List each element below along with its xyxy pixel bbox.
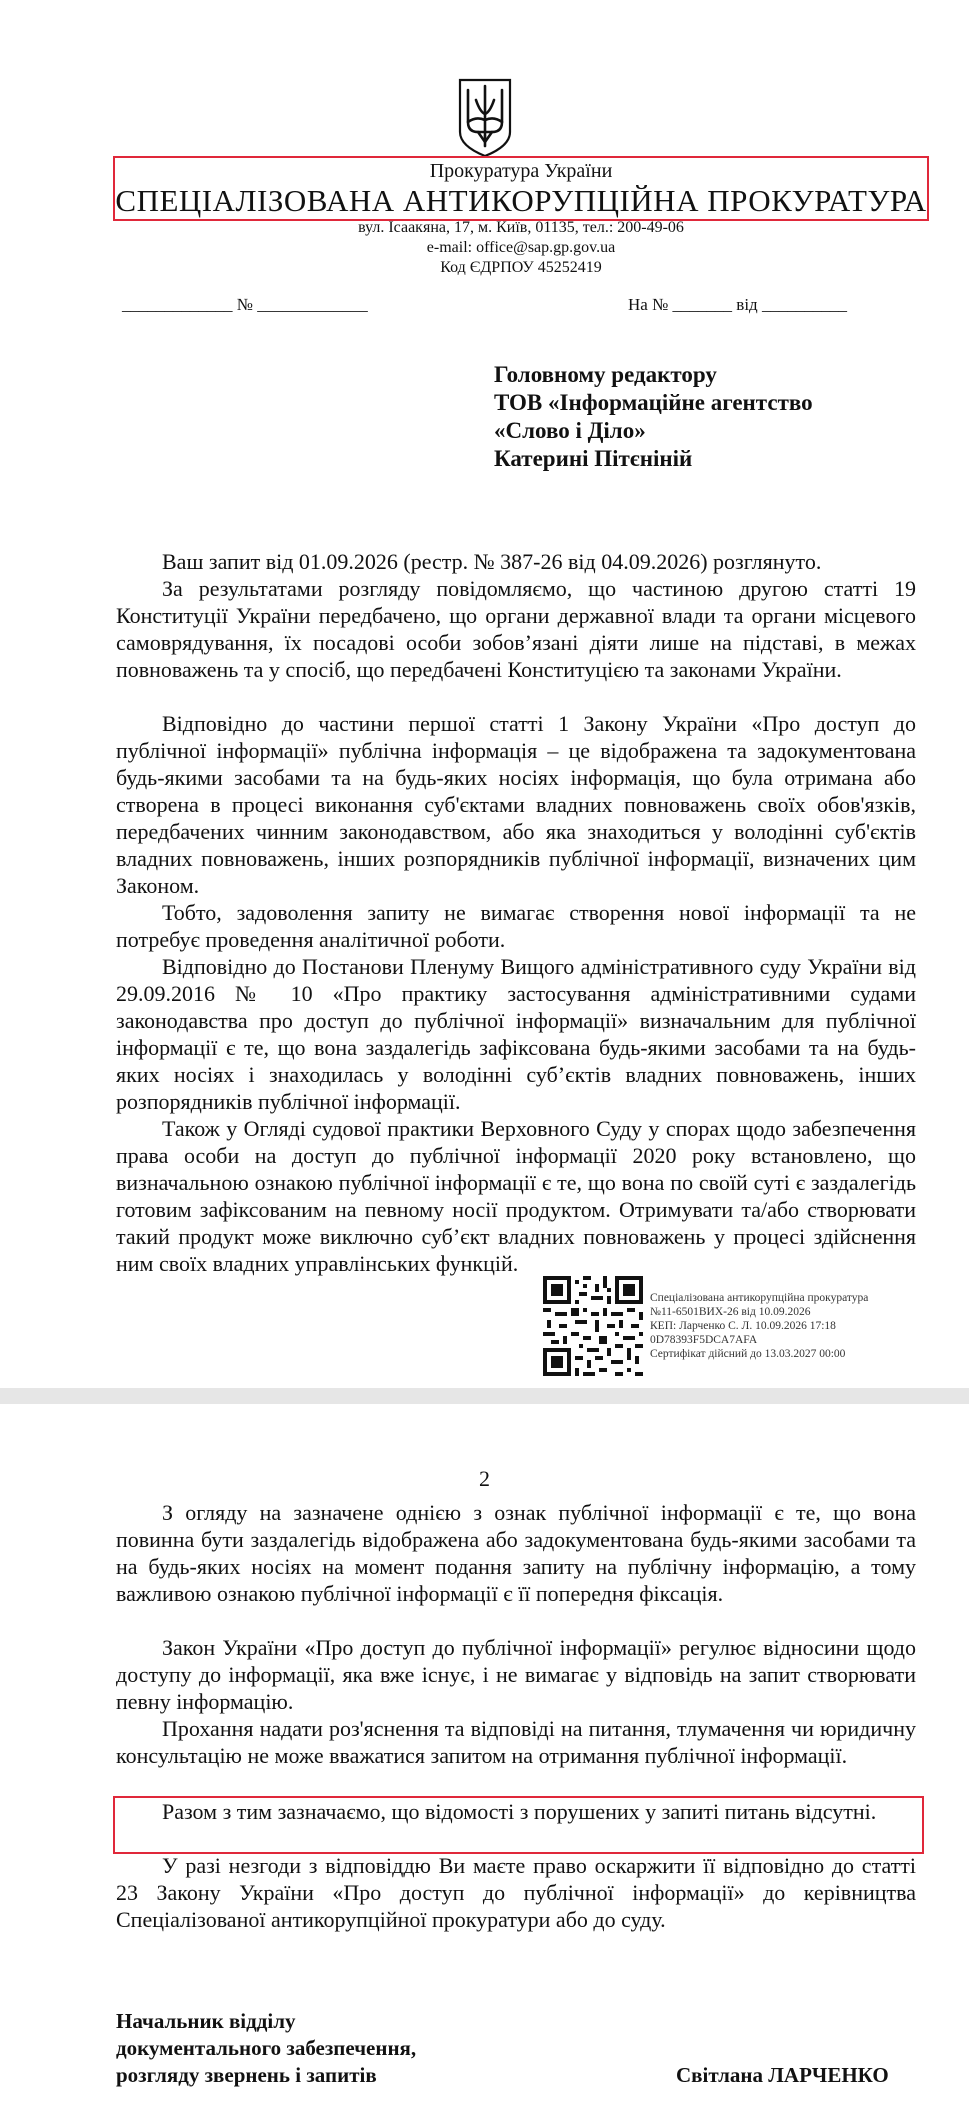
trident-emblem-icon bbox=[456, 76, 514, 158]
signatory-position bbox=[116, 2008, 416, 2089]
body-paragraph: У разі незгоди з відповіддю Ви маєте право оскаржити її відповідно до статті 23 Закону України «Про доступ до публічної інформації» до керівництва Спеціалізованої антикорупційної прокуратури або до суду. bbox=[116, 1853, 916, 1932]
org-name: СПЕЦІАЛІЗОВАНА АНТИКОРУПЦІЙНА ПРОКУРАТУРА bbox=[115, 183, 927, 218]
page-separator bbox=[0, 1388, 969, 1404]
e-signature-line: Спеціалізована антикорупційна прокуратура bbox=[650, 1292, 869, 1304]
e-signature-line: КЕП: Ларченко С. Л. 10.09.2026 17:18 bbox=[650, 1320, 836, 1332]
body-paragraph: Відповідно до Постанови Пленуму Вищого адміністративного суду України від 29.09.2016 № 10 «Про практику застосування адміністративними судами законодавства про доступ до публічної інформації» визначальним для публічної інформації є те, що вона заздалегідь зафіксована будь-якими засобами та на будь-яких носіях і знаходилась у володінні суб’єктів владних повноважень, інших розпорядників публічної інформації. bbox=[116, 954, 916, 1114]
e-signature-line: №11-6501ВИХ-26 від 10.09.2026 bbox=[650, 1306, 811, 1318]
body-paragraph: Ваш запит від 01.09.2026 (рестр. № 387-26 від 04.09.2026) розглянуто. bbox=[162, 549, 822, 574]
body-paragraph: Прохання надати роз'яснення та відповіді на питання, тлумачення чи юридичну консультацію не може вважатися запитом на отримання публічної інформації. bbox=[116, 1716, 916, 1768]
addressee-line: Головному редактору bbox=[494, 362, 717, 387]
page-number: 2 bbox=[479, 1466, 490, 1491]
signatory-name: Світлана ЛАРЧЕНКО bbox=[676, 2063, 889, 2087]
incoming-reference: На № _______ від __________ bbox=[628, 295, 847, 314]
org-edrpou: Код ЄДРПОУ 45252419 bbox=[440, 259, 602, 276]
addressee-line: «Слово і Діло» bbox=[494, 418, 646, 443]
outgoing-reference: _____________ № _____________ bbox=[122, 295, 368, 314]
qr-code-icon bbox=[543, 1276, 643, 1376]
body-paragraph: Також у Огляді судової практики Верховного Суду у спорах щодо забезпечення права особи на доступ до публічної інформації 2020 року встановлено, що визначальною ознакою публічної інформації є те, що вона по своїй суті є заздалегідь готовим зафіксованим на певному носії продуктом. Отримувати та/або створювати такий продукт може виключно суб’єкт владних повноважень у процесі здійснення ним своїх владних управлінських функцій. bbox=[116, 1116, 916, 1276]
body-paragraph: Відповідно до частини першої статті 1 Закону України «Про доступ до публічної інформації» публічна інформація – це відображена та задокументована будь-якими засобами та на будь-яких носіях інформація, що була отримана або створена в процесі виконання суб'єктами владних повноважень своїх обов'язків, передбачених чинним законодавством, або яка знаходиться у володінні суб'єктів владних повноважень, інших розпорядників публічної інформації, визначених цим Законом. bbox=[116, 711, 916, 898]
addressee-line: Катерині Пітєніній bbox=[494, 446, 693, 471]
position-line: розгляду звернень і запитів bbox=[116, 2063, 377, 2087]
org-parent-name: Прокуратура України bbox=[429, 160, 613, 182]
body-paragraph-highlighted: Разом з тим зазначаємо, що відомості з порушених у запиті питань відсутні. bbox=[162, 1799, 877, 1824]
position-line: Начальник відділу bbox=[116, 2009, 296, 2033]
body-paragraph: Тобто, задоволення запиту не вимагає створення нової інформації та не потребує проведення аналітичної роботи. bbox=[116, 900, 916, 952]
body-paragraph: Закон України «Про доступ до публічної інформації» регулює відносини щодо доступу до інформації, яка вже існує, і не вимагає у відповідь на запит створювати певну інформацію. bbox=[116, 1635, 916, 1714]
e-signature-line: 0D78393F5DCA7AFA bbox=[650, 1334, 758, 1346]
position-line: документального забезпечення, bbox=[116, 2036, 417, 2060]
org-email: e-mail: office@sap.gp.gov.ua bbox=[426, 239, 616, 256]
e-signature-details bbox=[650, 1291, 868, 1361]
body-paragraph: З огляду на зазначене однією з ознак публічної інформації є те, що вона повинна бути заздалегідь відображена або задокументована будь-якими засобами та на будь-яких носіях на момент подання запиту на публічну інформацію, а тому важливою ознакою публічної інформації є її попередня фіксація. bbox=[116, 1500, 916, 1606]
addressee-line: ТОВ «Інформаційне агентство bbox=[494, 390, 813, 415]
body-paragraph: За результатами розгляду повідомляємо, що частиною другою статті 19 Конституції України передбачено, що органи державної влади та органи місцевого самоврядування, їх посадові особи зобов’язані діяти лише на підставі, в межах повноважень та у спосіб, що передбачені Конституцією та законами України. bbox=[116, 576, 916, 682]
e-signature-line: Сертифікат дійсний до 13.03.2027 00:00 bbox=[650, 1348, 846, 1360]
org-address: вул. Ісаакяна, 17, м. Київ, 01135, тел.: 200-49-06 bbox=[358, 219, 684, 236]
addressee-block bbox=[494, 361, 813, 473]
